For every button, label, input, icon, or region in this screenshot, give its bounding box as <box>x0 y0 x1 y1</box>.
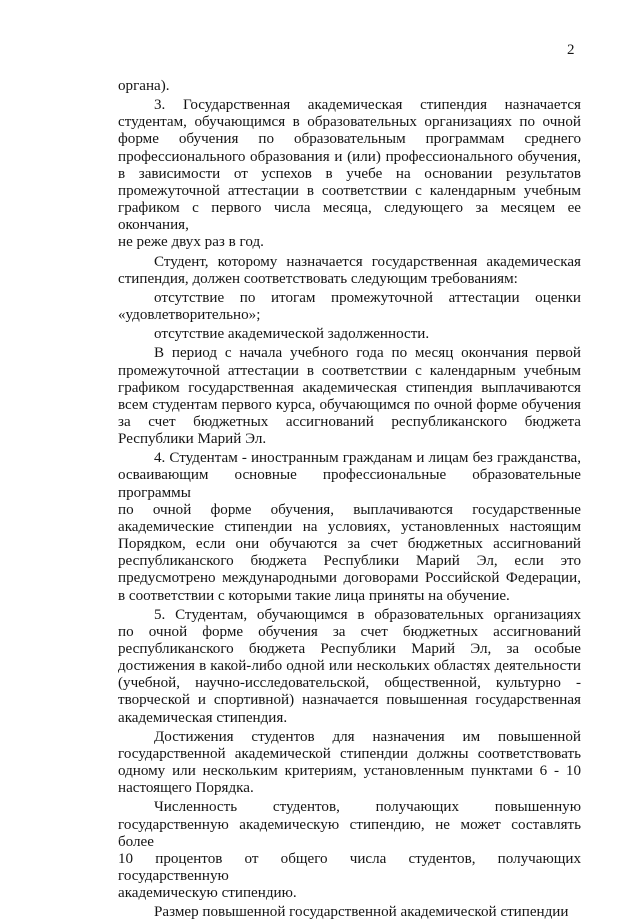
text-line: государственной академической стипендии должны соответствовать <box>118 745 581 762</box>
text-line: отсутствие по итогам промежуточной аттестации оценки <box>154 289 581 306</box>
paragraph <box>118 904 581 921</box>
text-line: в зависимости от успехов в учебе на основании результатов <box>118 165 581 182</box>
text-line: отсутствие академической задолженности. <box>154 326 430 343</box>
text-line: государственную академическую стипендию, не может составлять более <box>118 816 581 850</box>
text-line: по очной форме обучения, выплачиваются государственные <box>118 501 581 518</box>
text-line: в соответствии с которыми такие лица приняты на обучение. <box>118 587 510 604</box>
text-line: Республики Марий Эл. <box>118 431 267 448</box>
text-line: Студент, которому назначается государственная академическая <box>154 253 581 270</box>
text-line: В период с начала учебного года по месяц окончания первой <box>154 345 581 362</box>
text-line: за счет бюджетных ассигнований республиканского бюджета <box>118 413 581 430</box>
text-line: республиканского бюджета Республики Марий Эл, за особые <box>118 641 581 657</box>
text-line: академическая стипендия. <box>118 709 288 726</box>
paragraph <box>118 254 581 288</box>
text-line: настоящего Порядка. <box>118 780 254 797</box>
text-line: графиком с первого числа месяца, следующего за месяцем ее окончания, <box>118 200 581 234</box>
text-line: Достижения студентов для назначения им повышенной <box>154 728 581 745</box>
text-line: промежуточной аттестации в соответствии с календарным учебным <box>118 182 581 199</box>
text-line: 4. Студентам - иностранным гражданам и лицам без гражданства, <box>154 450 581 467</box>
text-line: осваивающим основные профессиональные образовательные программы <box>118 467 581 501</box>
text-line: форме обучения по образовательным программам среднего <box>118 131 581 148</box>
text-line: по очной форме обучения за счет бюджетных ассигнований <box>118 623 581 640</box>
text-line: академическую стипендию. <box>118 885 297 902</box>
text-line: 5. Студентам, обучающимся в образовательных организациях <box>154 606 581 623</box>
text-line: не реже двух раз в год. <box>118 234 264 251</box>
text-line: республиканского бюджета Республики Марий Эл, если это <box>118 553 581 570</box>
text-line: предусмотрено международными договорами Российской Федерации, <box>118 570 581 587</box>
text-line: студентам, обучающимся в образовательных организациях по очной <box>118 114 581 131</box>
text-line: органа). <box>118 78 170 94</box>
paragraph <box>118 326 581 343</box>
paragraph <box>118 345 581 448</box>
text-line: Размер повышенной государственной академической стипендии <box>154 904 569 921</box>
text-line: «удовлетворительно»; <box>118 307 261 324</box>
text-line: 10 процентов от общего числа студентов, получающих государственную <box>118 850 581 885</box>
text-line: академические стипендии на условиях, установленных настоящим <box>118 518 581 535</box>
text-line: стипендия, должен соответствовать следующим требованиям: <box>118 270 518 287</box>
text-line: (учебной, научно-исследовательской, общественной, культурно - <box>118 675 581 692</box>
document-body <box>118 78 581 922</box>
text-line: Порядком, если они обучаются за счет бюджетных ассигнований <box>118 536 581 553</box>
paragraph <box>118 78 581 95</box>
text-line: графиком государственная академическая стипендия выплачиваются <box>118 379 581 396</box>
text-line: достижения в какой-либо одной или нескольких областях деятельности <box>118 658 581 675</box>
paragraph <box>118 607 581 727</box>
text-line: промежуточной аттестации в соответствии с календарным учебным <box>118 362 581 379</box>
text-line: одному или нескольким критериям, установленным пунктами 6 - 10 <box>118 763 581 780</box>
text-line: Численность студентов, получающих повышенную <box>154 799 581 816</box>
paragraph <box>118 450 581 604</box>
paragraph <box>118 799 581 902</box>
page-number: 2 <box>567 42 575 58</box>
paragraph <box>118 729 581 798</box>
text-line: всем студентам первого курса, обучающимся по очной форме обучения <box>118 396 581 413</box>
paragraph <box>118 290 581 324</box>
paragraph <box>118 97 581 251</box>
text-line: профессионального образования и (или) профессионального обучения, <box>118 148 581 165</box>
text-line: 3. Государственная академическая стипендия назначается <box>154 97 581 114</box>
text-line: творческой и спортивной) назначается повышенная государственная <box>118 692 581 709</box>
